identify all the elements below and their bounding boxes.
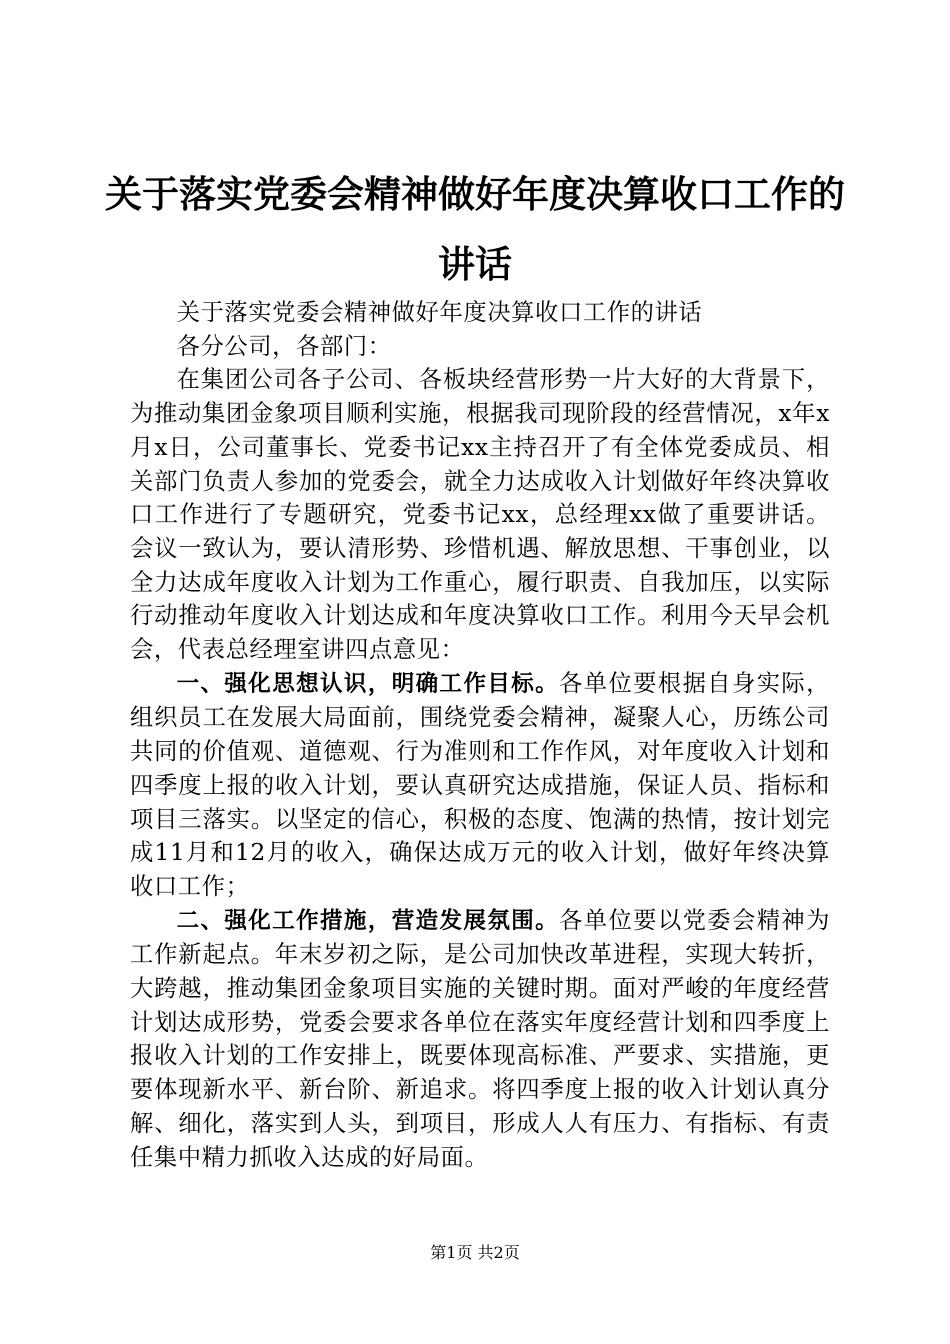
- point-paragraph-2: [130, 904, 830, 1175]
- point-heading-1: 一、强化思想认识，明确工作目标。: [176, 670, 560, 697]
- point-text-2: 各单位要以党委会精神为工作新起点。年末岁初之际，是公司加快改革进程，实现大转折，大跨越，推动集团金象项目实施的关键时期。面对严峻的年度经营计划达成形势，党委会要求各单位在落实年度经营计划和四季度上报收入计划的工作安排上，既要体现高标准、严要求、实措施，更要体现新水平、新台阶、新追求。将四季度上报的收入计划认真分解、细化，落实到人头，到项目，形成人人有压力、有指标、有责任集中精力抓收入达成的好局面。: [130, 906, 830, 1171]
- document-title: 关于落实党委会精神做好年度决算收口工作的讲话: [105, 173, 845, 286]
- intro-paragraph: 在集团公司各子公司、各板块经营形势一片大好的大背景下，为推动集团金象项目顺利实施，根据我司现阶段的经营情况，x年x月x日，公司董事长、党委书记xx主持召开了有全体党委成员、相关部门负责人参加的党委会，就全力达成收入计划做好年终决算收口工作进行了专题研究，党委书记xx，总经理xx做了重要讲话。会议一致认为，要认清形势、珍惜机遇、解放思想、干事创业，以全力达成年度收入计划为工作重心，履行职责、自我加压，以实际行动推动年度收入计划达成和年度决算收口工作。利用今天早会机会，代表总经理室讲四点意见：: [130, 366, 830, 664]
- point-heading-2: 二、强化工作措施，营造发展氛围。: [176, 907, 560, 934]
- page-footer: 第1页 共2页: [430, 1243, 520, 1262]
- salutation: 各分公司，各部门：: [176, 332, 392, 360]
- point-paragraph-1: [130, 667, 830, 904]
- subtitle-line: 关于落实党委会精神做好年度决算收口工作的讲话: [176, 299, 703, 326]
- document-body: [130, 296, 830, 1174]
- point-text-1: 各单位要根据自身实际，组织员工在发展大局面前，围绕党委会精神，凝聚人心，历练公司共同的价值观、道德观、行为准则和工作作风，对年度收入计划和四季度上报的收入计划，要认真研究达成措施，保证人员、指标和项目三落实。以坚定的信心，积极的态度、饱满的热情，按计划完成11月和12月的收入，确保达成万元的收入计划，做好年终决算收口工作；: [130, 669, 830, 900]
